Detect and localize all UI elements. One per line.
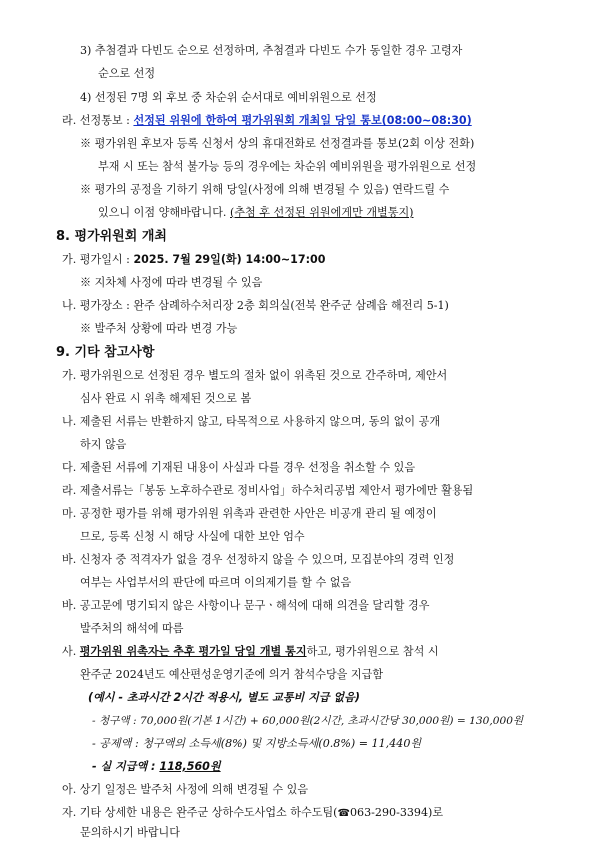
ref-ba2-1: 바. 공고문에 명기되지 않은 사항이나 문구ㆍ해석에 대해 의견을 달리할 경우 (62, 599, 430, 612)
example-heading: (예시 - 초과시간 2시간 적용시, 별도 교통비 지급 없음) (88, 691, 360, 704)
note-contact-1: ※ 평가의 공정을 기하기 위해 당일(사정에 의해 변경될 수 있음) 연락드릴 수 (80, 183, 450, 196)
ref-ja-prefix: 자. 기타 상세한 내용은 완주군 상하수도사업소 하수도팀( (62, 806, 338, 819)
ref-na-2: 하지 않음 (80, 438, 127, 451)
item-3-line-2: 순으로 선정 (98, 67, 156, 80)
eval-datetime-note: ※ 지차체 사정에 따라 변경될 수 있음 (80, 276, 263, 289)
ref-sa-highlight: 평가위원 위촉자는 추후 평가일 당일 개별 통지 (79, 645, 307, 658)
ref-ra: 라. 제출서류는「봉동 노후하수관로 정비사업」하수처리공법 제안서 평가에만 활용됨 (62, 484, 474, 497)
ref-a: 아. 상기 일정은 발주처 사정에 의해 변경될 수 있음 (62, 783, 309, 796)
ref-ja-1 (62, 806, 443, 821)
item-3-line-1: 3) 추첨결과 다빈도 순으로 선정하며, 추첨결과 다빈도 수가 동일한 경우 고령자 (80, 44, 463, 57)
ref-sa-1 (62, 645, 439, 659)
item-4: 4) 선정된 7명 외 후보 중 차순위 순서대로 예비위원으로 선정 (80, 91, 377, 104)
eval-datetime-label: 가. 평가일시 : (62, 253, 134, 266)
ref-ba-1: 바. 신청자 중 적격자가 없을 경우 선정하지 않을 수 있으며, 모집분야의 경력 인정 (62, 553, 455, 566)
ref-ja-phone: 063-290-3394)로 (349, 806, 444, 819)
eval-place-note: ※ 발주처 상황에 따라 변경 가능 (80, 322, 238, 335)
selection-notice-highlight: 선정된 위원에 한하여 평가위원회 개최일 당일 통보(08:00~08:30) (133, 114, 472, 127)
ref-ga-2: 심사 완료 시 위촉 해제된 것으로 봄 (80, 392, 252, 405)
ref-sa-prefix: 사. (62, 645, 80, 658)
ref-ja-2: 문의하시기 바랍니다 (80, 826, 180, 839)
ref-ga-1: 가. 평가위원으로 선정된 경우 별도의 절차 없이 위촉된 것으로 간주하며, 제안서 (62, 369, 448, 382)
ref-ma-1: 마. 공정한 평가를 위해 평가위원 위촉과 관련한 사안은 비공개 관리 될 예정이 (62, 507, 437, 520)
section-9-heading: 9. 기타 참고사항 (56, 345, 155, 360)
section-8-heading: 8. 평가위원회 개최 (56, 229, 167, 244)
ref-ba2-2: 발주처의 해석에 따름 (80, 622, 184, 635)
ref-da: 다. 제출된 서류에 기재된 내용이 사실과 다를 경우 선정을 취소할 수 있음 (62, 461, 416, 474)
eval-datetime-value: 2025. 7월 29일(화) 14:00~17:00 (133, 253, 326, 266)
ref-na-1: 나. 제출된 서류는 반환하지 않고, 타목적으로 사용하지 않으며, 동의 없이 공개 (62, 415, 441, 428)
note-phone-1: ※ 평가위원 후보자 등록 신청서 상의 휴대전화로 선정결과를 통보(2회 이상 전화) (80, 137, 475, 150)
note-contact-2 (98, 206, 414, 220)
ref-sa-suffix: 하고, 평가위원으로 참석 시 (306, 645, 439, 658)
ref-ma-2: 므로, 등록 신청 시 해당 사실에 대한 보안 엄수 (80, 530, 305, 543)
example-net-pay-value: 118,560원 (159, 760, 221, 773)
example-deduction: - 공제액 : 청구액의 소득세(8%) 및 지방소득세(0.8%) = 11,440원 (92, 737, 422, 750)
example-net-pay (92, 760, 221, 774)
note-phone-2: 부재 시 또는 참석 불가능 등의 경우에는 차순위 예비위원을 평가위원으로 선정 (98, 160, 477, 173)
note-contact-underlined: (추첨 후 선정된 위원에게만 개별통지) (230, 206, 414, 219)
ref-sa-2: 완주군 2024년도 예산편성운영기준에 의거 참석수당을 지급함 (80, 668, 384, 681)
selection-notice (62, 114, 472, 128)
eval-place: 나. 평가장소 : 완주 삼례하수처리장 2층 회의실(전북 완주군 삼례읍 해전리 5-1) (62, 299, 449, 312)
ref-ba-2: 여부는 사업부서의 판단에 따르며 이의제기를 할 수 없음 (80, 576, 352, 589)
note-contact-text: 있으니 이점 양해바랍니다. (98, 206, 230, 219)
eval-datetime (62, 253, 325, 267)
selection-notice-label: 라. 선정통보 : (62, 114, 134, 127)
phone-icon: ☎ (337, 808, 350, 819)
example-claim: - 청구액 : 70,000원(기본 1시간) + 60,000원(2시간, 초과시간당 30,000원) = 130,000원 (92, 715, 524, 727)
example-net-pay-label: - 실 지급액 : (92, 760, 160, 773)
